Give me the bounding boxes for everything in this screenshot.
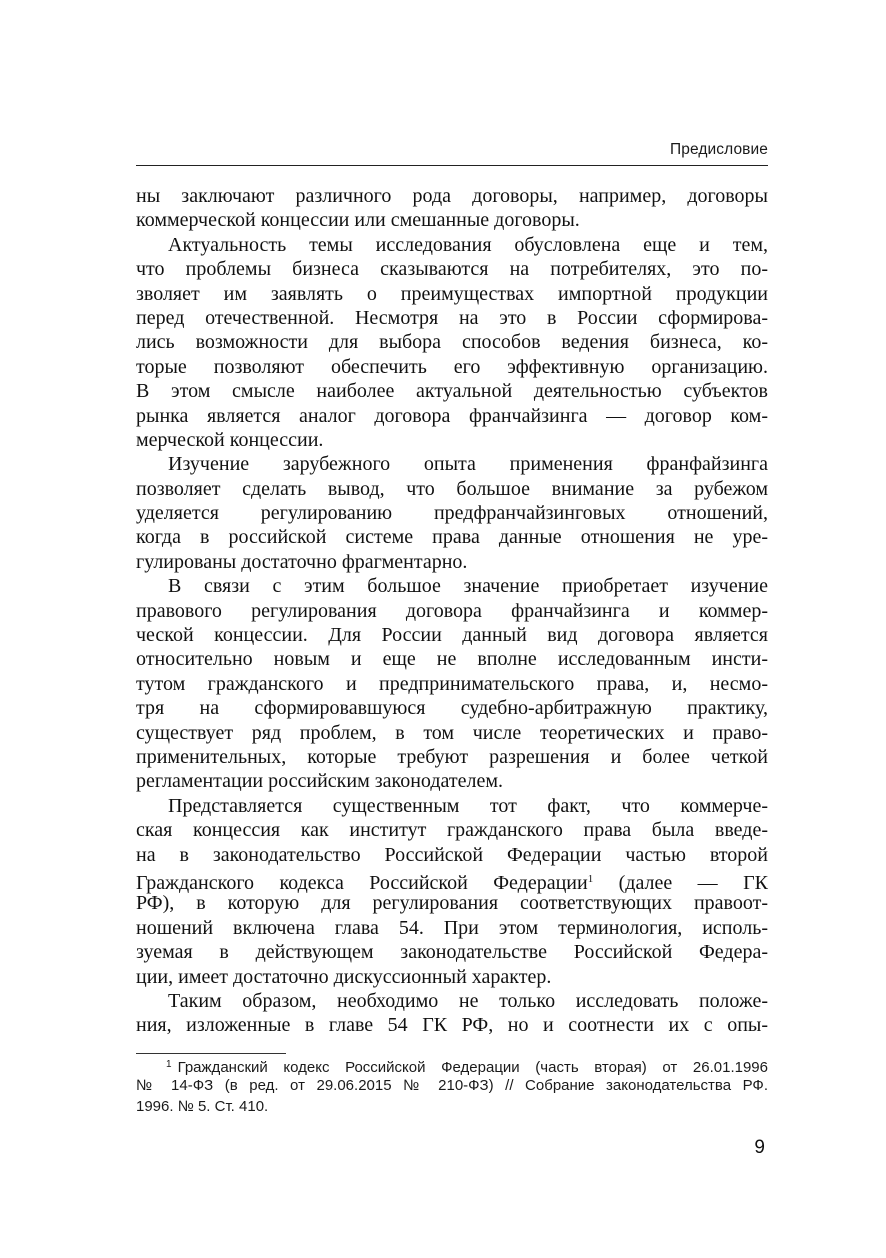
- footnote-line: 1996. № 5. Ст. 410.: [136, 1098, 269, 1115]
- text-line: когда в российской системе права данные отношения не уре-: [136, 526, 768, 549]
- text-line: ношений включена глава 54. При этом терминология, исполь-: [136, 916, 768, 939]
- text-line: торые позволяют обеспечить его эффективную организацию.: [136, 355, 768, 378]
- footnote-line: № 14-ФЗ (в ред. от 29.06.2015 № 210-ФЗ) // Собрание законодательства РФ.: [136, 1077, 768, 1094]
- text-line: ны заключают различного рода договоры, например, договоры: [136, 185, 768, 207]
- text-line: позволяет сделать вывод, что большое внимание за рубежом: [136, 477, 768, 500]
- text-line: тутом гражданского и предпринимательского права, и, несмо-: [136, 672, 768, 695]
- text-line: правового регулирования договора франчайзинга и коммер-: [136, 599, 768, 622]
- text-line: ская концессия как институт гражданского права была введе-: [136, 819, 768, 842]
- text-line: Актуальность темы исследования обусловлена еще и тем,: [168, 233, 768, 256]
- text-line: мерческой концессии.: [136, 428, 324, 451]
- text-line: РФ), в которую для регулирования соответствующих правоот-: [136, 892, 768, 915]
- text-line: В связи с этим большое значение приобретает изучение: [168, 575, 768, 598]
- text-line: регламентации российским законодателем.: [136, 770, 504, 793]
- text-line: гулированы достаточно фрагментарно.: [136, 550, 468, 573]
- text-line-with-footnote-ref: [136, 867, 769, 894]
- header-rule: [136, 165, 768, 166]
- text-line: Таким образом, необходимо не только исследовать положе-: [168, 989, 768, 1012]
- text-line: на в законодательство Российской Федерации частью второй: [136, 843, 768, 866]
- ref-line-end: (далее — ГК: [593, 871, 769, 894]
- ref-line-start: Гражданского кодекса Российской Федерации: [136, 871, 588, 894]
- text-line: что проблемы бизнеса сказываются на потребителях, это по-: [136, 258, 768, 281]
- text-line: тря на сформировавшуюся судебно-арбитражную практику,: [136, 697, 768, 720]
- text-line: зуемая в действующем законодательстве Российской Федера-: [136, 941, 768, 964]
- text-line: В этом смысле наиболее актуальной деятельностью субъектов: [136, 380, 768, 403]
- text-line: Изучение зарубежного опыта применения франфайзинга: [168, 453, 768, 476]
- text-line: коммерческой концессии или смешанные договоры.: [136, 209, 580, 232]
- footnote-text: Гражданский кодекс Российской Федерации (часть вторая) от 26.01.1996: [177, 1059, 768, 1076]
- text-line: ции, имеет достаточно дискуссионный характер.: [136, 965, 552, 988]
- text-line: зволяет им заявлять о преимуществах импортной продукции: [136, 282, 768, 305]
- footnote-number: 1: [166, 1059, 172, 1070]
- text-line: перед отечественной. Несмотря на это в России сформирова-: [136, 306, 768, 329]
- text-line: ческой концессии. Для России данный вид договора является: [136, 624, 768, 647]
- page-number: 9: [754, 1137, 765, 1158]
- footnote: [136, 1054, 768, 1117]
- text-line: уделяется регулированию предфранчайзинговых отношений,: [136, 502, 768, 525]
- text-line: существует ряд проблем, в том числе теоретических и право-: [136, 721, 768, 744]
- text-line: применительных, которые требуют разрешения и более четкой: [136, 745, 768, 768]
- footnote-reference-mark[interactable]: 1: [587, 872, 594, 885]
- body-text: [136, 184, 768, 1038]
- footnote-line: [136, 1054, 768, 1075]
- text-line: лись возможности для выбора способов ведения бизнеса, ко-: [136, 331, 768, 354]
- text-line: Представляется существенным тот факт, что коммерче-: [168, 794, 768, 817]
- text-line: относительно новым и еще не вполне исследованным инсти-: [136, 648, 768, 671]
- text-line: ния, изложенные в главе 54 ГК РФ, но и соотнести их с опы-: [136, 1014, 768, 1037]
- text-line: рынка является аналог договора франчайзинга — договор ком-: [136, 404, 768, 427]
- running-head: Предисловие: [670, 141, 768, 158]
